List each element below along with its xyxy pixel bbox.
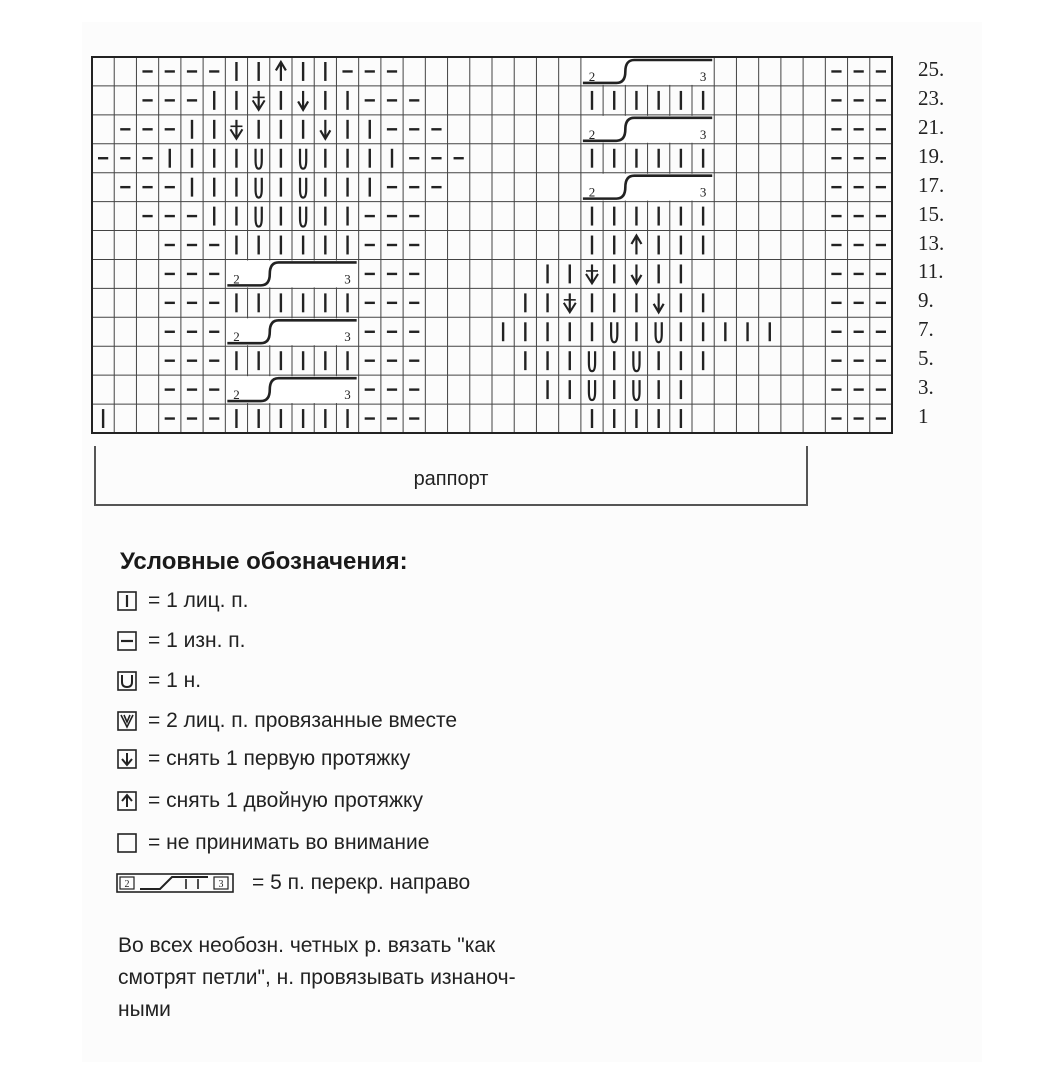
cable-label-right: 3 — [344, 271, 351, 287]
cable-label-left: 2 — [233, 329, 240, 345]
yarn-over-icon — [116, 670, 138, 692]
note-text — [118, 930, 718, 1026]
yarn-over — [300, 178, 306, 198]
cable-background — [226, 318, 357, 345]
row-number: 3. — [918, 375, 934, 400]
legend-text: = 2 лиц. п. провязанные вместе — [148, 709, 458, 732]
row-number: 17. — [918, 172, 945, 197]
yarn-over — [256, 207, 262, 227]
yarn-over — [300, 149, 306, 169]
cable-label-left: 2 — [588, 126, 596, 142]
yarn-over — [589, 351, 595, 371]
cable-background — [582, 116, 713, 143]
cable-label-left: 2 — [588, 68, 596, 84]
cable-label-left: 2 — [588, 184, 596, 200]
row-number: 21. — [918, 114, 945, 139]
cable-background — [582, 58, 713, 85]
cable-label-left: 2 — [233, 271, 240, 287]
row-number: 13. — [918, 230, 945, 255]
knit-icon — [116, 590, 138, 612]
legend-item-knit — [116, 586, 249, 616]
k2tog-icon — [116, 710, 138, 732]
cable-label-right: 3 — [699, 184, 707, 200]
cable-label-right: 3 — [344, 329, 351, 345]
legend-item-purl — [116, 626, 245, 656]
row-number: 7. — [918, 317, 934, 342]
arrow-up-icon — [116, 790, 138, 812]
row-number: 23. — [918, 85, 945, 110]
row-number: 5. — [918, 346, 934, 371]
row-number: 19. — [918, 143, 945, 168]
arrow-down-icon — [116, 748, 138, 770]
note-line: смотрят петли", н. провязывать изнаноч- — [118, 966, 516, 989]
yarn-over — [656, 322, 662, 342]
row-number: 1 — [918, 404, 929, 429]
cable-background — [226, 376, 357, 403]
legend-item-cable — [116, 868, 470, 898]
row-number: 11. — [918, 259, 944, 284]
rapport-bracket — [94, 446, 808, 506]
yarn-over — [300, 207, 306, 227]
yarn-over — [611, 322, 617, 342]
svg-text:2: 2 — [124, 879, 130, 890]
cable-label-right: 3 — [699, 126, 707, 142]
yarn-over — [633, 380, 639, 400]
legend-text: = снять 1 первую протяжку — [148, 747, 411, 770]
legend-item-k2tog — [116, 706, 457, 736]
yarn-over — [256, 149, 262, 169]
legend-item-slip-first-strand — [116, 744, 410, 774]
empty-square-icon — [116, 832, 138, 854]
rapport-label: раппорт — [413, 468, 489, 490]
row-number: 9. — [918, 288, 934, 313]
legend-item-yarn-over — [116, 666, 201, 696]
cable-label-left: 2 — [233, 387, 240, 403]
cable-label-right: 3 — [344, 387, 351, 403]
row-number: 25. — [918, 57, 945, 81]
legend-item-slip-double-strand — [116, 786, 423, 816]
legend-text: = снять 1 двойную протяжку — [148, 789, 423, 812]
cable-background — [582, 174, 713, 201]
note-line: ными — [118, 998, 171, 1021]
legend-title: Условные обозначения: — [120, 548, 408, 575]
legend-text: = не принимать во внимание — [148, 831, 430, 854]
yarn-over — [589, 380, 595, 400]
note-line: Во всех необозн. четных р. вязать "как — [118, 934, 496, 957]
legend-item-no-stitch — [116, 828, 429, 858]
cable-background — [226, 260, 357, 287]
cable-icon — [116, 872, 234, 894]
yarn-over — [633, 351, 639, 371]
legend-text: = 1 лиц. п. — [148, 589, 249, 612]
cable-label-right: 3 — [699, 68, 707, 84]
yarn-over — [256, 178, 262, 198]
legend-text: = 5 п. перекр. направо — [252, 871, 471, 894]
legend-text: = 1 н. — [148, 669, 202, 692]
row-number: 15. — [918, 201, 945, 226]
purl-icon — [116, 630, 138, 652]
knitting-chart — [90, 55, 896, 435]
svg-text:3: 3 — [218, 879, 224, 890]
legend-text: = 1 изн. п. — [148, 629, 246, 652]
